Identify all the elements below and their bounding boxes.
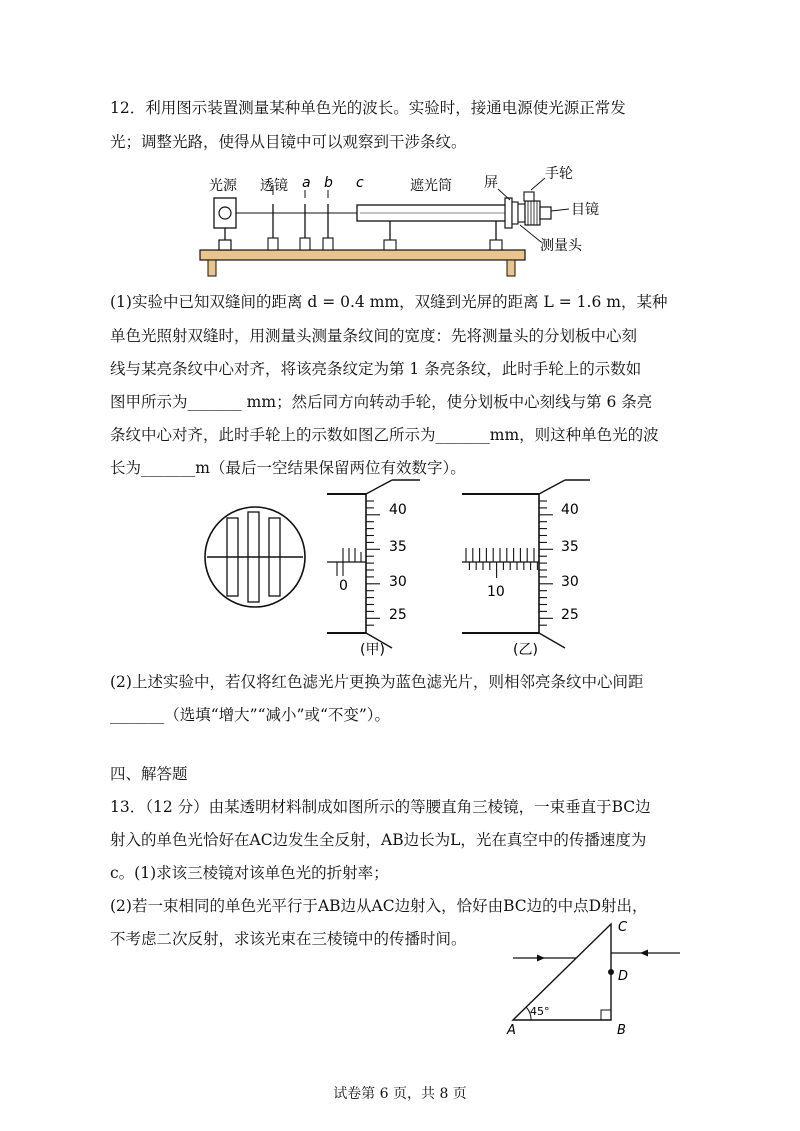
yi-scale-label: 40 xyxy=(561,502,579,518)
q12-line-1: 12．利用图示装置测量某种单色光的波长。实验时，接通电源使光源正常发 xyxy=(110,99,626,117)
yi-scale-label: 25 xyxy=(561,607,579,623)
q12-part1-line-6: 长为_______m（最后一空结果保留两位有效数字）。 xyxy=(110,459,466,477)
label-handwheel: 手轮 xyxy=(545,166,573,182)
label-b: b xyxy=(324,175,333,191)
yi-caption: (乙) xyxy=(513,642,538,658)
prism-label-c: C xyxy=(618,920,628,935)
label-screen: 屏 xyxy=(484,175,498,191)
section4-heading: 四、解答题 xyxy=(110,765,188,783)
label-measuring-head: 测量头 xyxy=(540,238,582,254)
jia-main-label: 0 xyxy=(339,578,348,594)
q13-line-1: 13．（12 分）由某透明材料制成如图所示的等腰直角三棱镜，一束垂直于BC边 xyxy=(110,798,651,816)
yi-main-label: 10 xyxy=(487,584,505,600)
q12-part1-line-3: 线与某亮条纹中心对齐，将该亮条纹定为第 1 条亮条纹，此时手轮上的示数如 xyxy=(110,360,642,378)
q12-part1-line-4: 图甲所示为_______ mm；然后同方向转动手轮，使分划板中心刻线与第 6 条亮 xyxy=(110,393,653,411)
prism-label-d: D xyxy=(618,969,629,984)
q12-line-2: 光；调整光路，使得从目镜中可以观察到干涉条纹。 xyxy=(110,133,467,151)
point-d xyxy=(608,969,614,975)
label-tube: 遮光筒 xyxy=(410,178,452,194)
prism-triangle xyxy=(513,924,611,1020)
prism-label-angle: 45° xyxy=(530,1005,550,1018)
q12-part1-line-5: 条纹中心对齐，此时手轮上的示数如图乙所示为_______mm，则这种单色光的波 xyxy=(110,426,659,444)
yi-scale-label: 30 xyxy=(561,574,579,590)
jia-scale-label: 40 xyxy=(389,502,407,518)
q13-line-3: c。(1)求该三棱镜对该单色光的折射率； xyxy=(110,864,389,882)
jia-scale-label: 35 xyxy=(389,539,407,555)
q12-part1-line-1: (1)实验中已知双缝间的距离 d = 0.4 mm，双缝到光屏的距离 L = 1.6 m，某种 xyxy=(110,293,668,311)
q12-part2-line-2: _______（选填“增大”“减小”或“不变”）。 xyxy=(110,706,391,724)
label-lens: 透镜 xyxy=(260,178,288,194)
yi-scale-label: 35 xyxy=(561,539,579,555)
prism-label-a: A xyxy=(507,1023,516,1038)
label-light-source: 光源 xyxy=(209,178,237,194)
jia-scale-label: 25 xyxy=(389,607,407,623)
prism-label-b: B xyxy=(617,1023,626,1038)
jia-caption: (甲) xyxy=(360,642,385,658)
q13-line-2: 射入的单色光恰好在AC边发生全反射，AB边长为L，光在真空中的传播速度为 xyxy=(110,831,647,849)
page-footer: 试卷第 6 页，共 8 页 xyxy=(333,1086,467,1102)
label-c: c xyxy=(356,175,364,191)
q12-part2-line-1: (2)上述实验中，若仅将红色滤光片更换为蓝色滤光片，则相邻亮条纹中心间距 xyxy=(110,673,644,691)
q12-part1-line-2: 单色光照射双缝时，用测量头测量条纹间的宽度：先将测量头的分划板中心刻 xyxy=(110,327,638,345)
q13-line-5: 不考虑二次反射，求该光束在三棱镜中的传播时间。 xyxy=(110,930,467,948)
q13-line-4: (2)若一束相同的单色光平行于AB边从AC边射入，恰好由BC边的中点D射出， xyxy=(110,897,648,915)
jia-scale-label: 30 xyxy=(389,574,407,590)
label-a: a xyxy=(302,175,311,191)
label-eyepiece: 目镜 xyxy=(571,202,599,218)
